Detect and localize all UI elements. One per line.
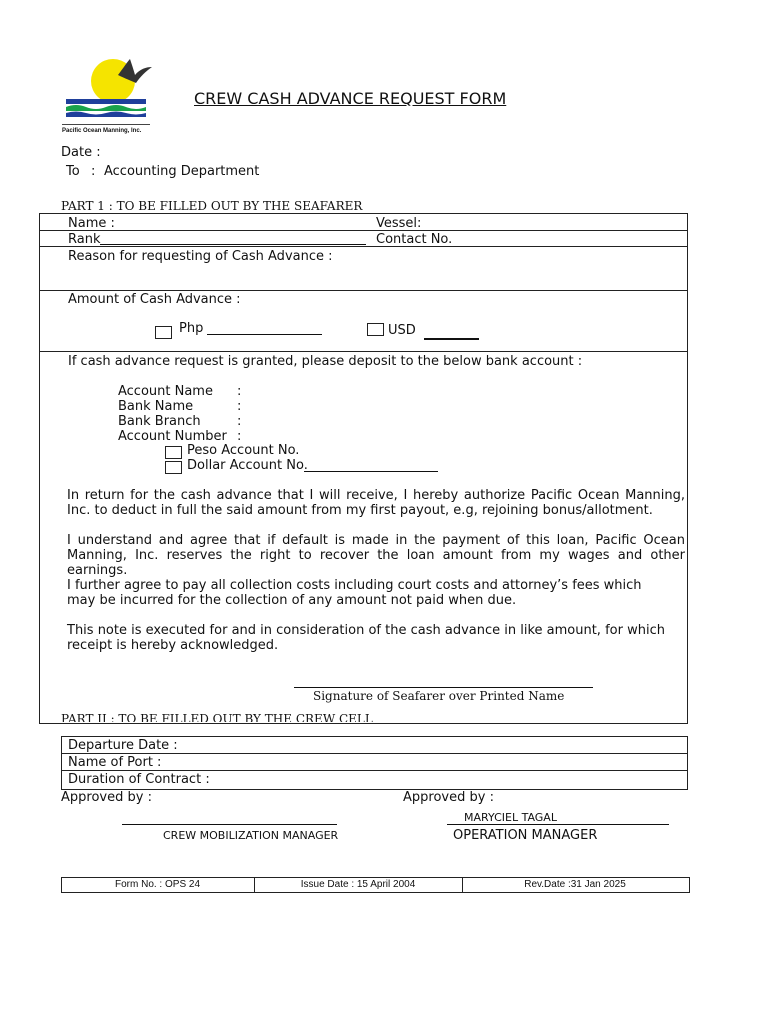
operation-manager-signature-line[interactable] (447, 824, 669, 825)
vessel-label: Vessel: (376, 216, 422, 231)
bank-name-label: Bank Name (118, 399, 194, 414)
issue-date: Issue Date : 15 April 2004 (300, 879, 416, 890)
rank-label: Rank (68, 232, 101, 247)
bank-branch-label: Bank Branch (118, 414, 201, 429)
company-name: Pacific Ocean Manning, Inc. (62, 128, 142, 134)
account-number-colon: : (237, 429, 242, 444)
approved-by-left-label: Approved by : (61, 790, 152, 805)
company-logo (62, 55, 158, 135)
wave-icon (66, 105, 146, 111)
crew-manager-signature-line[interactable] (122, 824, 337, 825)
to-label: To (66, 164, 80, 179)
account-name-colon: : (237, 384, 242, 399)
peso-account-checkbox[interactable] (165, 446, 182, 459)
approved-by-right-label: Approved by : (403, 790, 494, 805)
reason-label: Reason for requesting of Cash Advance : (68, 249, 333, 264)
peso-account-label: Peso Account No. (187, 443, 300, 458)
revision-date: Rev.Date :31 Jan 2025 (524, 879, 626, 890)
contract-duration-label: Duration of Contract : (68, 772, 210, 787)
php-amount-field[interactable] (207, 334, 322, 335)
dollar-account-field[interactable] (304, 471, 438, 472)
rank-field[interactable] (100, 244, 366, 245)
part1-heading: PART 1 : TO BE FILLED OUT BY THE SEAFARER (61, 199, 363, 213)
amount-label: Amount of Cash Advance : (68, 292, 241, 307)
contact-label: Contact No. (376, 232, 453, 247)
signature-line[interactable] (294, 687, 593, 688)
usd-checkbox[interactable] (367, 323, 384, 336)
dollar-account-checkbox[interactable] (165, 461, 182, 474)
operation-manager-title: OPERATION MANAGER (453, 828, 598, 843)
default-paragraph: I understand and agree that if default is made in the payment of this loan, Pacific Ocean Manning, Inc. reserves the right to recover the loan amount from my wages and other earnings. (67, 533, 685, 578)
signature-label: Signature of Seafarer over Printed Name (313, 689, 565, 703)
authorization-paragraph: In return for the cash advance that I will receive, I hereby authorize Pacific Ocean Manning, Inc. to deduct in full the said amount from my first payout, e.g, rejoining bonus/allotment. (67, 488, 685, 518)
account-number-label: Account Number (118, 429, 227, 444)
usd-amount-field[interactable] (424, 338, 479, 340)
php-label: Php (179, 321, 204, 336)
bank-name-colon: : (237, 399, 242, 414)
acknowledgement-paragraph: This note is executed for and in consideration of the cash advance in like amount, for which receipt is hereby acknowledged. (67, 623, 665, 653)
reason-field[interactable] (68, 266, 678, 288)
crew-manager-title: CREW MOBILIZATION MANAGER (163, 829, 339, 842)
date-label: Date : (61, 145, 101, 160)
form-title: CREW CASH ADVANCE REQUEST FORM (194, 89, 507, 108)
usd-label: USD (388, 323, 416, 338)
dollar-account-label: Dollar Account No. (187, 458, 308, 473)
form-number: Form No. : OPS 24 (114, 879, 201, 890)
sun-waves-gull-icon (62, 55, 158, 121)
bank-branch-colon: : (237, 414, 242, 429)
account-name-label: Account Name (118, 384, 213, 399)
collection-costs-paragraph: I further agree to pay all collection costs including court costs and attorney’s fees which may be incurred for the collection of any amount not paid when due. (67, 578, 642, 608)
php-checkbox[interactable] (155, 326, 172, 339)
name-label: Name : (68, 216, 115, 231)
departure-date-label: Departure Date : (68, 738, 178, 753)
operation-manager-name: MARYCIEL TAGAL (464, 811, 557, 824)
port-name-label: Name of Port : (68, 755, 162, 770)
bank-intro: If cash advance request is granted, please deposit to the below bank account : (68, 354, 583, 369)
part2-heading: PART II : TO BE FILLED OUT BY THE CREW CELL (61, 712, 373, 722)
to-colon: : (91, 164, 96, 179)
to-value: Accounting Department (104, 164, 260, 179)
